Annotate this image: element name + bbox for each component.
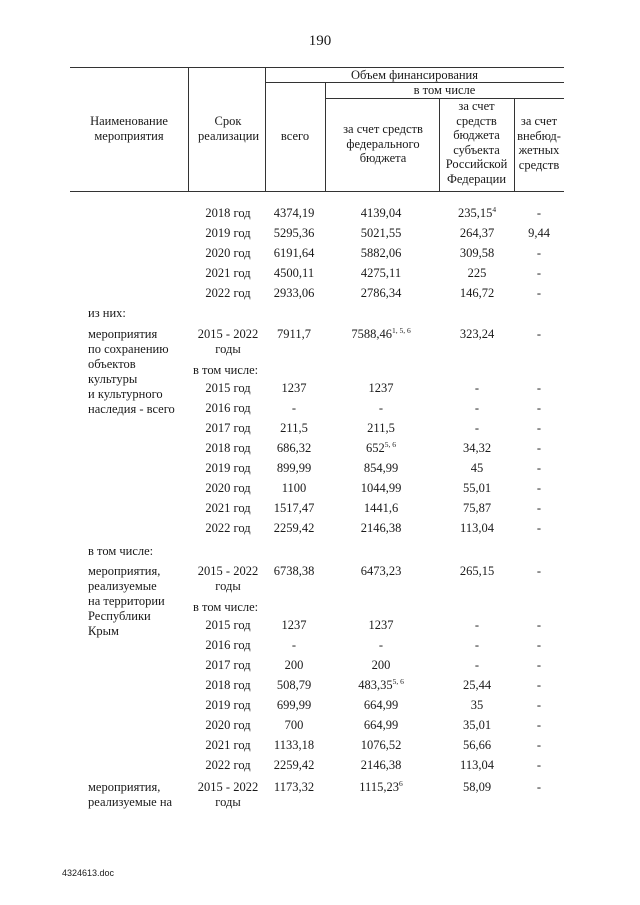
- year-cell: 2019 год: [205, 226, 251, 240]
- year-cell: 2022 год: [205, 521, 251, 535]
- footnote-ref: 4: [492, 205, 497, 214]
- regional-cell: 225: [467, 266, 487, 280]
- period-cell: 2015 - 2022: [197, 327, 259, 341]
- year-cell: 2018 год: [205, 678, 251, 692]
- header-funding: Объем финансирования: [351, 68, 478, 82]
- total-cell: 2933,06: [273, 286, 315, 300]
- extra-cell: -: [536, 780, 542, 794]
- extra-cell: -: [536, 618, 542, 632]
- measure-name: реализуемые на: [88, 795, 173, 809]
- total-cell: 699,99: [276, 698, 312, 712]
- extra-cell: -: [536, 521, 542, 535]
- federal-cell: 200: [371, 658, 391, 672]
- federal-cell: 4275,11: [360, 266, 402, 280]
- regional-cell: 265,15: [459, 564, 495, 578]
- extra-cell: -: [536, 678, 542, 692]
- footnote-ref: 6: [398, 779, 403, 788]
- header-total: всего: [280, 129, 310, 143]
- total-cell: 2259,42: [273, 758, 315, 772]
- extra-cell: -: [536, 461, 542, 475]
- regional-cell: 323,24: [459, 327, 495, 341]
- subsection-label: в том числе:: [193, 363, 259, 377]
- federal-cell: 1115,23$^6$: [359, 779, 403, 794]
- total-cell: 1237: [281, 618, 307, 632]
- extra-cell: -: [536, 501, 542, 515]
- federal-cell: 1237: [368, 618, 394, 632]
- period-cell: годы: [215, 342, 241, 356]
- year-cell: 2021 год: [205, 738, 251, 752]
- federal-cell: 652$^{5, 6}$: [366, 440, 396, 455]
- subsection-label: в том числе:: [193, 600, 259, 614]
- regional-cell: -: [474, 638, 480, 652]
- measure-name: мероприятия,: [88, 564, 161, 578]
- total-cell: 2259,42: [273, 521, 315, 535]
- extra-cell: -: [536, 638, 542, 652]
- measure-name: по сохранению: [88, 342, 169, 356]
- year-cell: 2019 год: [205, 698, 251, 712]
- section-label: в том числе:: [88, 544, 154, 558]
- total-cell: 6738,38: [273, 564, 315, 578]
- extra-cell: -: [536, 246, 542, 260]
- extra-cell: -: [536, 381, 542, 395]
- federal-cell: 211,5: [367, 421, 395, 435]
- total-cell: 200: [284, 658, 304, 672]
- total-cell: 1237: [281, 381, 307, 395]
- regional-cell: -: [474, 421, 480, 435]
- total-cell: -: [291, 401, 297, 415]
- total-cell: 1100: [281, 481, 307, 495]
- federal-cell: 2146,38: [360, 758, 402, 772]
- table-header: [70, 67, 564, 192]
- total-cell: 4374,19: [273, 206, 315, 220]
- year-cell: 2015 год: [205, 618, 251, 632]
- regional-cell: 309,58: [459, 246, 495, 260]
- regional-cell: 56,66: [462, 738, 492, 752]
- header-divider: [188, 68, 189, 191]
- measure-name: культуры: [88, 372, 138, 386]
- measure-name: на территории: [88, 594, 165, 608]
- year-cell: 2022 год: [205, 758, 251, 772]
- extra-cell: -: [536, 698, 542, 712]
- measure-name: и культурного: [88, 387, 163, 401]
- federal-cell: 1441,6: [363, 501, 399, 515]
- year-cell: 2016 год: [205, 401, 251, 415]
- extra-cell: -: [536, 206, 542, 220]
- regional-cell: 45: [470, 461, 484, 475]
- regional-cell: 113,04: [460, 521, 494, 535]
- header-extra: за счет внебюд-жетных средств: [517, 114, 561, 172]
- measure-name: мероприятия,: [88, 780, 161, 794]
- extra-cell: -: [536, 718, 542, 732]
- measure-name: мероприятия: [88, 327, 158, 341]
- year-cell: 2015 год: [205, 381, 251, 395]
- regional-cell: 113,04: [460, 758, 494, 772]
- federal-cell: 4139,04: [360, 206, 402, 220]
- year-cell: 2018 год: [205, 441, 251, 455]
- extra-cell: -: [536, 758, 542, 772]
- footnote-ref: 5, 6: [384, 440, 396, 449]
- total-cell: 7911,7: [277, 327, 311, 341]
- regional-cell: 35,01: [462, 718, 492, 732]
- year-cell: 2020 год: [205, 481, 251, 495]
- total-cell: 899,99: [276, 461, 312, 475]
- total-cell: 686,32: [276, 441, 312, 455]
- federal-cell: 6473,23: [360, 564, 402, 578]
- extra-cell: -: [536, 738, 542, 752]
- footnote-ref: 5, 6: [392, 677, 404, 686]
- measure-name: Крым: [88, 624, 119, 638]
- federal-cell: 5021,55: [360, 226, 402, 240]
- regional-cell: 146,72: [459, 286, 495, 300]
- regional-cell: 58,09: [462, 780, 492, 794]
- federal-cell: 1044,99: [360, 481, 402, 495]
- extra-cell: 9,44: [528, 226, 550, 240]
- header-name: Наименование мероприятия: [90, 114, 168, 143]
- federal-cell: 5882,06: [360, 246, 402, 260]
- regional-cell: 235,15$^4$: [457, 205, 497, 220]
- federal-cell: 664,99: [363, 698, 399, 712]
- federal-cell: 2146,38: [360, 521, 402, 535]
- total-cell: 4500,11: [273, 266, 315, 280]
- footer-filename: 4324613.doc: [62, 868, 115, 878]
- regional-cell: -: [474, 618, 480, 632]
- extra-cell: -: [536, 564, 542, 578]
- measure-name: реализуемые: [88, 579, 157, 593]
- period-cell: 2015 - 2022: [197, 564, 259, 578]
- regional-cell: 264,37: [459, 226, 495, 240]
- period-cell: 2015 - 2022: [197, 780, 259, 794]
- regional-cell: 34,32: [462, 441, 492, 455]
- measure-name: объектов: [88, 357, 136, 371]
- total-cell: 6191,64: [273, 246, 315, 260]
- period-cell: годы: [215, 579, 241, 593]
- year-cell: 2017 год: [205, 658, 251, 672]
- extra-cell: -: [536, 421, 542, 435]
- year-cell: 2017 год: [205, 421, 251, 435]
- header-federal: за счет средств федерального бюджета: [343, 122, 423, 165]
- regional-cell: 55,01: [462, 481, 492, 495]
- year-cell: 2020 год: [205, 246, 251, 260]
- header-including: в том числе: [413, 83, 476, 97]
- year-cell: 2021 год: [205, 501, 251, 515]
- year-cell: 2019 год: [205, 461, 251, 475]
- federal-cell: 7588,46$^{1, 5, 6}$: [351, 326, 411, 341]
- extra-cell: -: [536, 401, 542, 415]
- total-cell: 1173,32: [273, 780, 315, 794]
- federal-cell: 483,35$^{5, 6}$: [358, 677, 404, 692]
- total-cell: 700: [284, 718, 304, 732]
- regional-cell: -: [474, 401, 480, 415]
- year-cell: 2021 год: [205, 266, 251, 280]
- federal-cell: 664,99: [363, 718, 399, 732]
- regional-cell: -: [474, 658, 480, 672]
- extra-cell: -: [536, 327, 542, 341]
- total-cell: -: [291, 638, 297, 652]
- extra-cell: -: [536, 481, 542, 495]
- section-label: из них:: [88, 306, 126, 320]
- page-number: 190: [308, 33, 332, 49]
- regional-cell: 75,87: [462, 501, 492, 515]
- total-cell: 211,5: [280, 421, 308, 435]
- footnote-ref: 1, 5, 6: [391, 326, 411, 335]
- header-period: Срок реализации: [198, 114, 260, 143]
- regional-cell: 35: [470, 698, 484, 712]
- period-cell: годы: [215, 795, 241, 809]
- year-cell: 2022 год: [205, 286, 251, 300]
- extra-cell: -: [536, 266, 542, 280]
- total-cell: 5295,36: [273, 226, 315, 240]
- total-cell: 1133,18: [273, 738, 315, 752]
- regional-cell: 25,44: [462, 678, 492, 692]
- total-cell: 508,79: [276, 678, 312, 692]
- federal-cell: -: [378, 638, 384, 652]
- extra-cell: -: [536, 441, 542, 455]
- federal-cell: -: [378, 401, 384, 415]
- extra-cell: -: [536, 658, 542, 672]
- federal-cell: 1076,52: [360, 738, 402, 752]
- measure-name: Республики: [88, 609, 151, 623]
- federal-cell: 2786,34: [360, 286, 402, 300]
- measure-name: наследия - всего: [88, 402, 175, 416]
- federal-cell: 1237: [368, 381, 394, 395]
- year-cell: 2020 год: [205, 718, 251, 732]
- year-cell: 2018 год: [205, 206, 251, 220]
- header-regional: за счет средств бюджета субъекта Российской Федерации: [445, 99, 508, 186]
- total-cell: 1517,47: [273, 501, 315, 515]
- extra-cell: -: [536, 286, 542, 300]
- year-cell: 2016 год: [205, 638, 251, 652]
- federal-cell: 854,99: [363, 461, 399, 475]
- regional-cell: -: [474, 381, 480, 395]
